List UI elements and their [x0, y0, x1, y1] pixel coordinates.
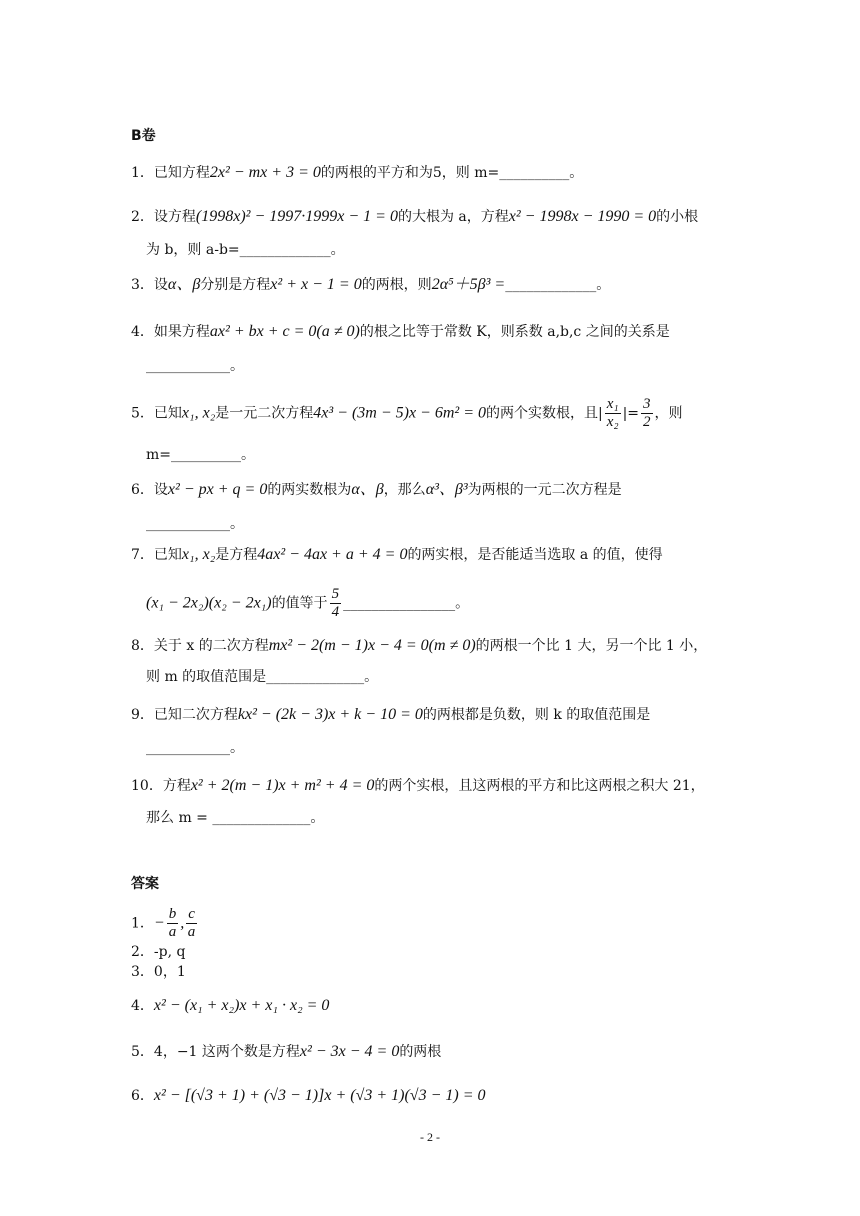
question-4-line-2: ____________。 [146, 358, 244, 374]
answer-1: 1．− $\frac{b}{a}$ , $\frac{c}{a}$ [131, 906, 196, 940]
question-4: 4．如果方程ax² + bx + c = 0(a ≠ 0)的根之比等于常数 K，则系数 a,b,c 之间的关系是 [131, 323, 670, 340]
question-7-line-2: (x₁ − 2x₂)(x₂ − 2x₁)的值等于 $\frac{5}{4}$ ________________。 [146, 586, 470, 620]
fraction-c-over-a: $\frac{c}{a}$ [187, 906, 196, 940]
answer-4: 4．x² − (x₁ + x₂)x + x₁ · x₂ = 0 [131, 997, 330, 1014]
fraction-b-over-a: $\frac{b}{a}$ [168, 906, 177, 940]
question-3: 3．设α、β分别是方程x² + x − 1 = 0的两根，则2α⁵＋5β³ =_____________。 [131, 276, 611, 293]
question-5-line-2: m=__________。 [146, 447, 256, 463]
fraction-5-over-4: $\frac{5}{4}$ [331, 586, 340, 620]
question-7: 7．已知x₁, x₂是方程4ax² − 4ax + a + 4 = 0的两实根，是否能适当选取 a 的值，使得 [131, 546, 663, 563]
page-number: - 2 - [420, 1130, 440, 1144]
question-10: 10．方程x² + 2(m − 1)x + m² + 4 = 0的两个实根，且这两根的平方和比这两根之积大 21， [131, 777, 705, 794]
fraction-x1-over-x2: $\frac{\text{x₁}}{\text{x₂}}$ [606, 396, 619, 430]
section-title: B卷 [131, 128, 156, 144]
answer-2: 2．-p, q [131, 944, 186, 960]
question-10-line-2: 那么 m = ______________。 [146, 810, 325, 826]
question-9: 9．已知二次方程kx² − (2k − 3)x + k − 10 = 0的两根都是负数，则 k 的取值范围是 [131, 706, 651, 723]
question-8: 8．关于 x 的二次方程mx² − 2(m − 1)x − 4 = 0(m ≠ 0)的两根一个比 1 大，另一个比 1 小， [131, 637, 708, 654]
question-5: 5．已知x₁, x₂是一元二次方程4x³ − (3m − 5)x − 6m² = 0的两个实数根，且| $\frac{\text{x₁}}{\text{x₂}}$ |= $\frac{3}{2}$ ，则 [131, 396, 683, 430]
question-2: 2．设方程(1998x)² − 1997·1999x − 1 = 0的大根为 a，方程x² − 1998x − 1990 = 0的小根 [131, 208, 699, 225]
answer-6: 6．x² − [(√3 + 1) + (√3 − 1)]x + (√3 + 1)(√3 − 1) = 0 [131, 1087, 486, 1104]
question-9-line-2: ____________。 [146, 740, 244, 756]
answer-5: 5．4，−1 这两个数是方程x² − 3x − 4 = 0的两根 [131, 1043, 442, 1060]
question-8-line-2: 则 m 的取值范围是______________。 [146, 669, 379, 685]
question-6: 6．设x² − px + q = 0的两实数根为α、β，那么α³、β³为两根的一元二次方程是 [131, 481, 622, 498]
question-2-line-2: 为 b，则 a-b=_____________。 [146, 242, 345, 258]
question-6-line-2: ____________。 [146, 516, 244, 532]
answers-title: 答案 [131, 876, 159, 892]
answer-3: 3．0，1 [131, 964, 186, 980]
fraction-3-over-2: $\frac{3}{2}$ [643, 396, 651, 430]
question-1: 1．已知方程2x² − mx + 3 = 0的两根的平方和为5，则 m=__________。 [131, 164, 584, 181]
